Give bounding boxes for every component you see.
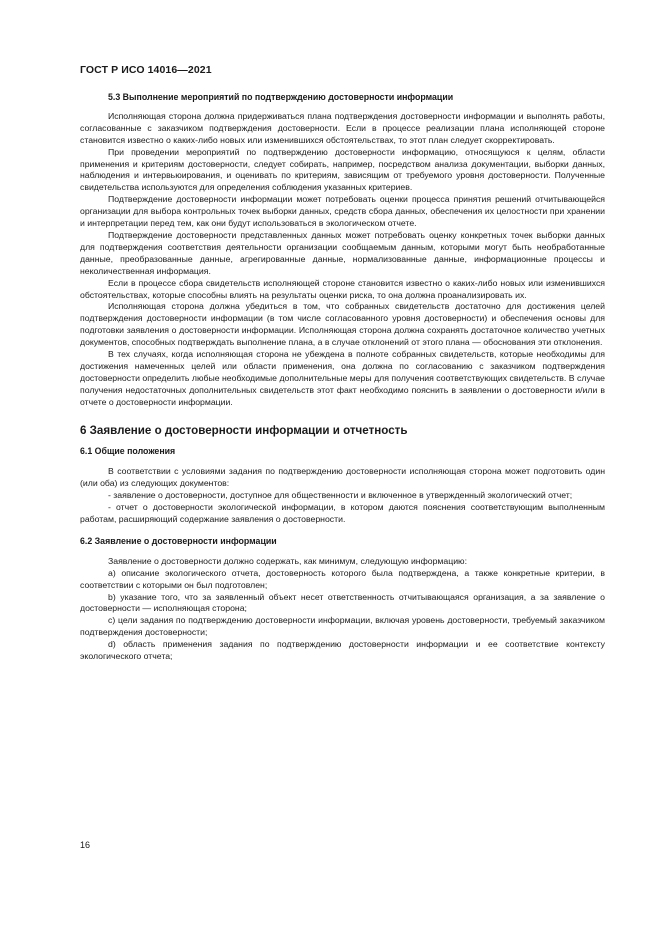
section-6-2-heading: 6.2 Заявление о достоверности информации [80, 535, 277, 546]
paragraph: Исполняющая сторона должна придерживаться плана подтверждения достоверности информации и выполнять работы, согласованные с заказчиком подтверждения достоверности. Если в процессе реализации плана исполняющей стороне становится известно о каких-либо новых или изменившихся обстоятельствах, то этот план следует скорректировать. [80, 110, 605, 145]
list-item: c) цели задания по подтверждению достоверности информации, включая уровень достоверности, требуемый заказчиком подтверждения достоверности; [80, 615, 605, 638]
list-item: - заявление о достоверности, доступное для общественности и включенное в утвержденный экологический отчет; [108, 490, 573, 501]
section-6-heading: 6 Заявление о достоверности информации и отчетность [80, 423, 408, 437]
paragraph: Исполняющая сторона должна убедиться в том, что собранных свидетельств достаточно для достижения целей подтверждения достоверности информации (в том числе согласованного уровня достоверности) и обеспечения основы для подготовки заявления о достоверности информации. Исполняющая сторона должна сохранять достаточное количество учетных документов, способных подтверждать выполнение плана, а в случае отклонений от этого плана — обоснования эти отклонения. [80, 301, 605, 348]
paragraph: В соответствии с условиями задания по подтверждению достоверности исполняющая сторона может подготовить один (или оба) из следующих документов: [80, 466, 605, 489]
list-item: d) область применения задания по подтверждению достоверности информации и ее соответствие контексту экологического отчета; [80, 639, 605, 662]
page-number: 16 [80, 840, 91, 850]
section-5-3-heading: 5.3 Выполнение мероприятий по подтверждению достоверности информации [108, 92, 454, 102]
list-item: - отчет о достоверности экологической информации, в котором даются пояснения соответствующим выполненным работам, расширяющий содержание заявления о достоверности. [80, 502, 605, 524]
paragraph: Подтверждение достоверности информации может потребовать оценки процесса принятия решений отчитывающейся организации для выбора контрольных точек выборки данных, средств сбора данных, обеспечения их целостности при хранении и интерпретации перед тем, как они будут использоваться в экологическом отчете. [80, 194, 605, 229]
paragraph: Подтверждение достоверности представленных данных может потребовать оценку конкретных точек выборки данных для подтверждения соответствия деятельности организации сообщаемым данным, которыми могут быть необработанные данные, преобразованные данные, агрегированные данные, нормализованные данные, информационные процессы и неколичественная информация. [80, 229, 605, 276]
paragraph: Если в процессе сбора свидетельств исполняющей стороне становится известно о каких-либо новых или изменившихся обстоятельствах, которые способны влиять на результаты оценки риска, то она должна проанализировать их. [80, 277, 605, 300]
list-item: a) описание экологического отчета, достоверность которого была подтверждена, а также конкретные критерии, в соответствии с которыми он был подготовлен; [80, 567, 605, 590]
paragraph: Заявление о достоверности должно содержать, как минимум, следующую информацию: [108, 555, 467, 566]
section-6-1-heading: 6.1 Общие положения [80, 446, 176, 457]
list-item: b) указание того, что за заявленный объект несет ответственность отчитывающаяся организация, а за заявление о достоверности — исполняющая сторона; [80, 591, 605, 614]
paragraph: В тех случаях, когда исполняющая сторона не убеждена в полноте собранных свидетельств, которые необходимы для достижения намеченных целей или области применения, она должна по согласованию с заказчиком подтверждения достоверности определить любые необходимые дополнительные меры для получения соответствующих свидетельств. В случае получения недостаточных дополнительных свидетельств этот факт необходимо пояснить в заявлении о достоверности и/или в отчете о достоверности информации. [80, 349, 605, 407]
paragraph: При проведении мероприятий по подтверждению достоверности информацию, относящуюся к целям, области применения и критериям достоверности, следует собирать, например, посредством анализа документации, выборки данных, наблюдения и интервьюирования, и оценивать по критериям, зависящим от требуемого уровня достоверности. Полученные свидетельства используются для определения соблюдения указанных критериев. [80, 146, 605, 193]
document-code-header: ГОСТ Р ИСО 14016—2021 [80, 64, 212, 76]
page-content [80, 92, 605, 663]
